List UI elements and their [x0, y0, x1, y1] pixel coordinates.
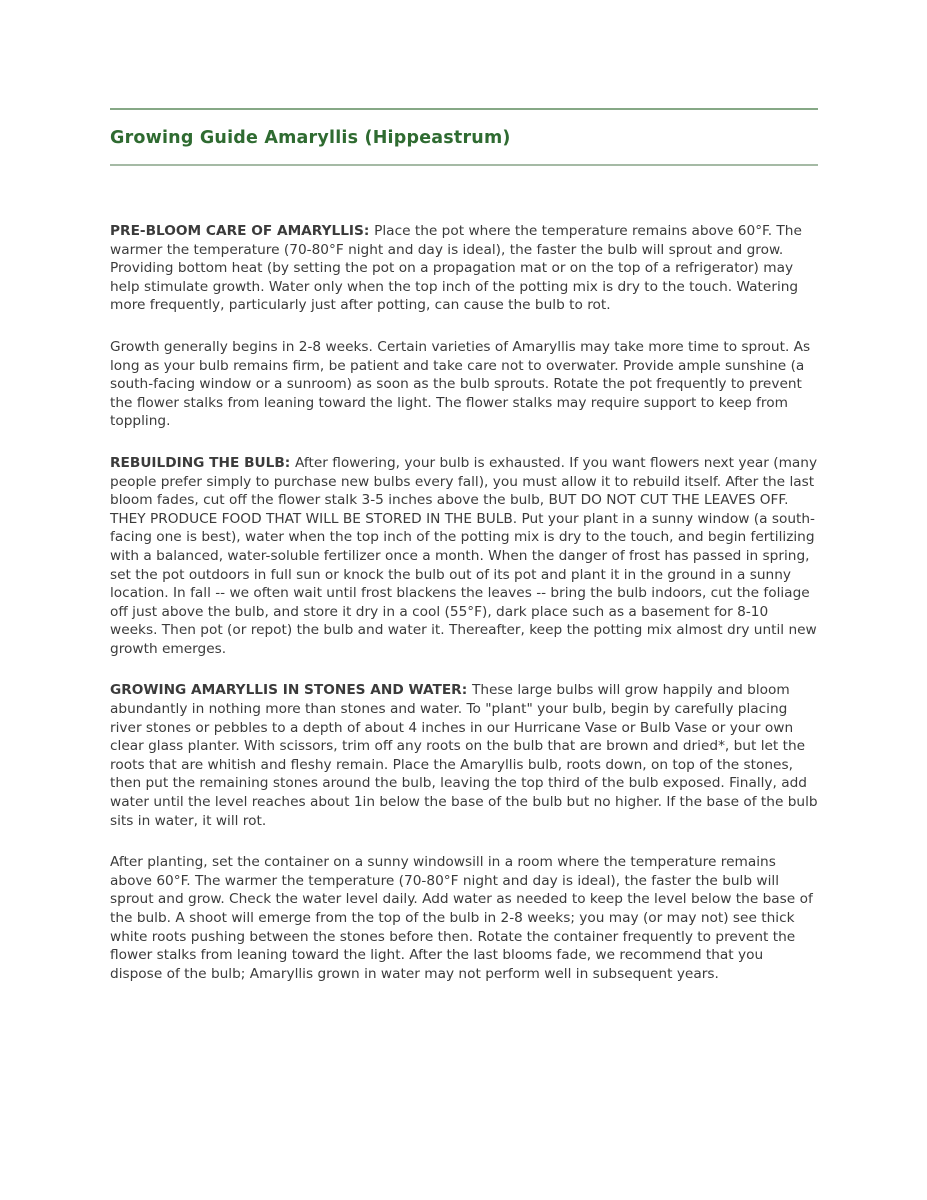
paragraph-lead: PRE-BLOOM CARE OF AMARYLLIS:: [110, 223, 375, 239]
paragraph: REBUILDING THE BULB: After flowering, your bulb is exhausted. If you want flowers next year (many people prefer simply to purchase new bulbs every fall), you must allow it to rebuild itself. After the last bloom fades, cut off the flower stalk 3-5 inches above the bulb, BUT DO NOT CUT THE LEAVES OFF. THEY PRODUCE FOOD THAT WILL BE STORED IN THE BULB. Put your plant in a sunny window (a south-facing one is best), water when the top inch of the potting mix is dry to the touch, and begin fertilizing with a balanced, water-soluble fertilizer once a month. When the danger of frost has passed in spring, set the pot outdoors in full sun or knock the bulb out of its pot and plant it in the ground in a sunny location. In fall -- we often wait until frost blackens the leaves -- bring the bulb indoors, cut the foliage off just above the bulb, and store it dry in a cool (55°F), dark place such as a basement for 8-10 weeks. Then pot (or repot) the bulb and water it. Thereafter, keep the potting mix almost dry until new growth emerges.: [110, 454, 818, 657]
paragraph-lead: GROWING AMARYLLIS IN STONES AND WATER:: [110, 682, 472, 699]
paragraph-lead: REBUILDING THE BULB:: [110, 454, 296, 471]
paragraph: GROWING AMARYLLIS IN STONES AND WATER: These large bulbs will grow happily and bloom abundantly in nothing more than stones and water. To "plant" your bulb, begin by carefully placing river stones or pebbles to a depth of about 4 inches in our Hurricane Vase or Bulb Vase or your own clear glass planter. With scissors, trim off any roots on the bulb that are brown and dried*, but let the roots that are whitish and fleshy remain. Place the Amaryllis bulb, roots down, on top of the stones, then put the remaining stones around the bulb, leaving the top third of the bulb exposed. Finally, add water until the level reaches about 1in below the base of the bulb but no higher. If the base of the bulb sits in water, it will rot.: [110, 682, 818, 829]
paragraph: Growth generally begins in 2-8 weeks. Certain varieties of Amaryllis may take more time to sprout. As long as your bulb remains firm, be patient and take care not to overwater. Provide ample sunshine (a south-facing window or a sunroom) as soon as the bulb sprouts. Rotate the pot frequently to prevent the flower stalks from leaning toward the light. The flower stalks may require support to keep from toppling.: [110, 338, 811, 430]
document-body: [110, 222, 818, 983]
paragraph: PRE-BLOOM CARE OF AMARYLLIS: Place the pot where the temperature remains above 60°F. The warmer the temperature (70-80°F night and day is ideal), the faster the bulb will sprout and grow. Providing bottom heat (by setting the pot on a propagation mat or on the top of a refrigerator) may help stimulate growth. Water only when the top inch of the potting mix is dry to the touch. Watering more frequently, particularly just after potting, can cause the bulb to rot.: [110, 223, 802, 314]
page-title: Growing Guide Amaryllis (Hippeastrum): [110, 128, 511, 148]
title-divider: [110, 164, 818, 166]
top-divider: [110, 108, 818, 110]
document-content: [110, 0, 818, 1006]
paragraph: After planting, set the container on a sunny windowsill in a room where the temperature remains above 60°F. The warmer the temperature (70-80°F night and day is ideal), the faster the bulb will sprout and grow. Check the water level daily. Add water as needed to keep the level below the base of the bulb. A shoot will emerge from the top of the bulb in 2-8 weeks; you may (or may not) see thick white roots pushing between the stones before then. Rotate the container frequently to prevent the flower stalks from leaning toward the light. After the last blooms fade, we recommend that you dispose of the bulb; Amaryllis grown in water may not perform well in subsequent years.: [110, 854, 813, 982]
